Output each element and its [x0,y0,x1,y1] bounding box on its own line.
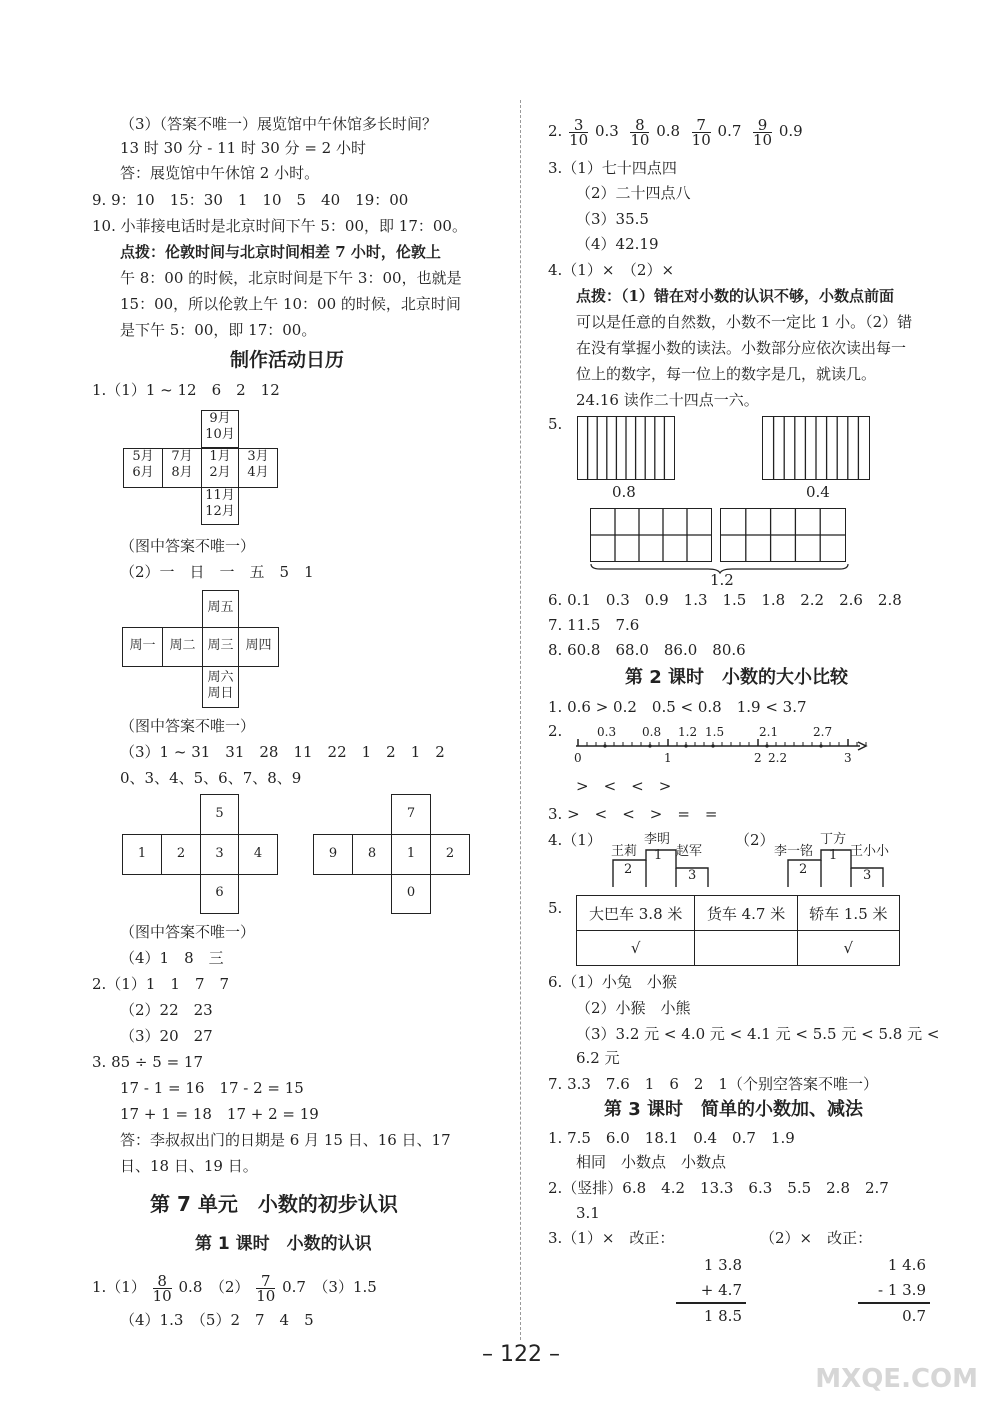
brace-label: 1.2 [710,571,734,589]
number-line [570,722,870,768]
answer-line: 3.1 [576,1204,600,1222]
fraction [569,115,589,149]
net-cell: 0 [391,874,431,914]
answer-line: 3. > < < > = = [548,805,718,823]
net-cell: 3 [200,834,239,875]
fraction [691,115,711,149]
net-cell: 11月 12月 [201,487,239,525]
bottom-label: 2 [754,751,762,765]
answer-line: （3）1 ~ 31 31 28 11 22 1 2 1 2 [120,743,445,761]
answer-line: 2.（竖排）6.8 4.2 13.3 6.3 5.5 2.8 2.7 [548,1179,889,1197]
numerator: 7 [256,1274,275,1289]
net-cell: 3月 4月 [238,448,278,488]
answer-line: 6. 0.1 0.3 0.9 1.3 1.5 1.8 2.2 2.6 2.8 [548,591,902,609]
answer-line: （2） [735,831,775,849]
answer-line: 日、18 日、19 日。 [120,1157,258,1175]
answer-line: 3.（1）七十四点四 [548,159,677,177]
podium-name: 丁方 [820,832,847,847]
hint-line: 在没有掌握小数的读法。小数部分应依次读出每一 [576,339,907,357]
hint-line: 点拨：伦敦时间与北京时间相差 7 小时，伦敦上 [120,243,441,261]
answer-line: 7. 11.5 7.6 [548,616,640,634]
net-cell: 周四 [238,627,279,667]
numerator: 9 [753,118,772,133]
answer-line: 5. [548,899,563,917]
answer-line: （3）20 27 [120,1027,213,1045]
answer-line: 3.（1）× 改正： [548,1229,675,1247]
table-row [577,931,900,966]
net-cell: 6 [200,874,239,914]
podium-name: 李明 [644,832,671,847]
answer-line [548,113,803,149]
answer-line: 7. 3.3 7.6 1 6 2 1（个别空答案不唯一） [548,1075,878,1093]
answer-line: 2.（1）1 1 7 7 [92,975,230,993]
hint-line: 点拨：（1）错在对小数的认识不够，小数点前面 [576,287,894,305]
net-cell: 周二 [162,627,203,667]
bottom-label: 3 [844,751,852,765]
podium-rank: 3 [863,868,872,883]
decimal-grid-a [590,508,712,562]
net-cell: 1月 2月 [201,448,239,488]
strip-lines [578,417,674,479]
denominator: 10 [691,130,711,149]
answer-line: 3. 85 ÷ 5 = 17 [92,1053,204,1071]
answer-line: 相同 小数点 小数点 [576,1153,727,1171]
answer-line: 2. [548,722,563,740]
hint-line: 24.16 读作二十四点一六。 [576,391,759,409]
net-cell: 4 [238,834,278,875]
podium-name: 王小小 [850,844,890,859]
answer-text: 0.3 [594,122,619,140]
answer-line: 6.2 元 [576,1049,620,1067]
denominator: 10 [569,130,589,149]
answer-line: 10. 小菲接电话时是北京时间下午 5：00，即 17：00。 [92,217,467,235]
operand: 1 4.6 [887,1256,926,1274]
podium-rank: 2 [799,862,808,877]
answer-line: 0、3、4、5、6、7、8、9 [120,769,302,787]
answer-line: 13 时 30 分 - 11 时 30 分 = 2 小时 [120,139,366,157]
net-cell: 9月 10月 [201,410,239,448]
strip-lines [763,417,869,479]
answer-line: （2）一 日 一 五 5 1 [120,563,314,581]
answer-line: （2）二十四点八 [576,184,691,202]
page-number: – 122 – [482,1342,560,1367]
table-row [577,896,900,931]
podium-rank: 3 [688,868,697,883]
net-cell: 7月 8月 [162,448,202,488]
answer-line: （3）35.5 [576,210,649,228]
podium-name: 赵军 [676,844,703,859]
podium-rank: 2 [624,862,633,877]
net-cell: 1 [391,834,431,875]
note: （图中答案不唯一） [120,537,256,555]
fraction [256,1271,276,1305]
answer-text: 0.8 [656,122,681,140]
answer-text: 1.（1） [92,1278,146,1296]
top-label: 1.2 [678,725,698,739]
result: 0.7 [902,1307,926,1325]
top-label: 2.7 [813,725,833,739]
net-cell: 周一 [122,627,163,667]
hint-line: 午 8：00 的时候，北京时间是下午 3：00，也就是 [120,269,462,287]
bottom-label: 0 [574,751,582,765]
lesson-title: 第 1 课时 小数的认识 [195,1234,372,1254]
watermark [815,1364,978,1394]
answer-line: （4）1.3 （5）2 7 4 5 [120,1311,314,1329]
point [819,744,822,747]
denominator: 10 [752,130,773,149]
net-cell: 2 [161,834,201,875]
top-label: 0.3 [597,725,617,739]
answer-line: 1. 0.6 > 0.2 0.5 < 0.8 1.9 < 3.7 [548,698,807,716]
numerator: 8 [153,1274,172,1289]
denominator: 10 [152,1286,172,1305]
decimal-strip-0.4 [762,416,870,480]
denominator: 10 [256,1286,276,1305]
podium-rank: 1 [654,848,663,863]
answer-line: 17 - 1 = 16 17 - 2 = 15 [120,1079,304,1097]
net-cell: 9 [313,834,353,875]
unit-title: 第 7 单元 小数的初步认识 [150,1192,398,1216]
hint-line: 可以是任意的自然数，小数不一定比 1 小。（2）错 [576,313,913,331]
answer-text: 0.7 （3）1.5 [282,1278,377,1296]
net-cell: 8 [352,834,392,875]
operand: 1 3.8 [703,1256,742,1274]
answer-line: 9. 9：10 15：30 1 10 5 40 19：00 [92,191,409,209]
point [684,744,687,747]
grid-lines [591,509,711,561]
answer-text: 2. [548,122,563,140]
hint-line: 是下午 5：00，即 17：00。 [120,321,317,339]
answer-text: 0.7 [717,122,742,140]
hint-line: 15：00，所以伦敦上午 10：00 的时候，北京时间 [120,295,461,313]
answer-line: （2）22 23 [120,1001,213,1019]
lesson-title: 第 2 课时 小数的大小比较 [625,667,849,688]
top-label: 2.1 [759,725,779,739]
point [711,744,714,747]
note: （图中答案不唯一） [120,923,256,941]
section-title: 制作活动日历 [230,349,345,371]
column-divider [520,100,521,1340]
answer-line: 答：展览馆中午休馆 2 小时。 [120,164,320,182]
answer-line: （3）（答案不唯一）展览馆中午休馆多长时间？ [120,115,438,133]
net-cell: 周三 [202,627,239,667]
table-cell [695,931,797,966]
answer-line: （3）3.2 元 < 4.0 元 < 4.1 元 < 5.5 元 < 5.8 元 < [576,1025,940,1043]
watermark-text: MXQE.COM [815,1364,978,1394]
answer-line: 17 + 1 = 18 17 + 2 = 19 [120,1105,319,1123]
result-line [676,1302,746,1304]
table-header-cell: 大巴车 3.8 米 [577,896,695,931]
top-label: 0.8 [642,725,662,739]
denominator: 10 [630,130,650,149]
net-cell: 2 [430,834,470,875]
table-header-cell: 货车 4.7 米 [695,896,797,931]
net-cell: 周五 [202,590,239,628]
strip-label: 0.8 [612,483,636,501]
answer-line: > < < > [576,777,672,795]
point [648,744,651,747]
answer-line: （2）小猴 小熊 [576,999,691,1017]
answer-line: 6.（1）小兔 小猴 [548,973,677,991]
hint-line: 位上的数字，每一位上的数字是几，就读几。 [576,365,877,383]
grid-lines [721,509,845,561]
decimal-strip-0.8 [577,416,675,480]
answer-line: 8. 60.8 68.0 86.0 80.6 [548,641,746,659]
answer-line: （4）1 8 三 [120,949,224,967]
podium-name: 王莉 [611,844,638,859]
podium-name: 李一铭 [774,844,814,859]
operand: + 4.7 [700,1281,742,1299]
podium-rank: 1 [829,848,838,863]
vehicle-table [576,895,900,966]
net-cell: 7 [391,794,431,835]
table-cell: √ [797,931,899,966]
answer-line: 4.（1） [548,831,602,849]
net-cell: 5 [200,794,239,835]
lesson-title: 第 3 课时 简单的小数加、减法 [604,1099,864,1120]
answer-line: （2）× 改正： [760,1229,873,1247]
answer-line: 答：李叔叔出门的日期是 6 月 15 日、16 日、17 [120,1131,451,1149]
note: （图中答案不唯一） [120,717,256,735]
point [765,744,768,747]
numerator: 3 [569,118,588,133]
answer-line: 1.（1）1 ~ 12 6 2 12 [92,381,280,399]
fraction [630,115,650,149]
fraction [152,1271,172,1305]
table-header-cell: 轿车 1.5 米 [797,896,899,931]
bottom-label: 1 [664,751,672,765]
decimal-grid-b [720,508,846,562]
bottom-label: 2.2 [768,751,788,765]
numerator: 7 [692,118,711,133]
net-cell: 1 [122,834,162,875]
point [603,744,606,747]
fraction [752,115,773,149]
result-line [858,1302,930,1304]
result: 1 8.5 [703,1307,742,1325]
strip-label: 0.4 [806,483,830,501]
answer-text: 0.9 [778,122,803,140]
net-cell: 5月 6月 [123,448,163,488]
top-label: 1.5 [705,725,725,739]
answer-line: 4.（1）× （2）× [548,261,675,279]
table-cell: √ [577,931,695,966]
answer-line: （4）42.19 [576,235,659,253]
answer-text: 0.8 （2） [178,1278,250,1296]
answer-line: 5. [548,415,563,433]
answer-line: 1. 7.5 6.0 18.1 0.4 0.7 1.9 [548,1129,795,1147]
operand: - 1 3.9 [877,1281,926,1299]
numerator: 8 [630,118,649,133]
net-cell: 周六 周日 [202,666,239,708]
answer-line [92,1270,377,1304]
